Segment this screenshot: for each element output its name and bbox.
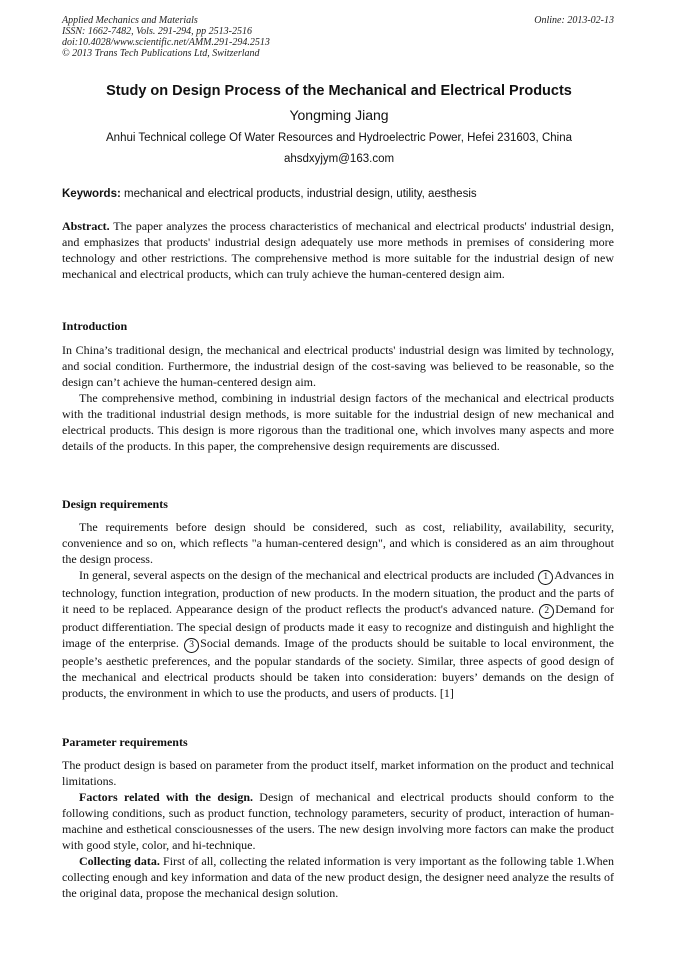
introduction-body xyxy=(62,342,614,454)
keywords-text: mechanical and electrical products, industrial design, utility, aesthesis xyxy=(124,188,477,200)
parameter-requirements-body xyxy=(62,757,614,901)
online-date: Online: 2013-02-13 xyxy=(534,15,614,26)
issn-line: ISSN: 1662-7482, Vols. 291-294, pp 2513-2516 xyxy=(62,26,252,37)
abstract xyxy=(62,218,614,282)
parameter-requirements-paragraph-3 xyxy=(62,853,614,901)
design-requirements-paragraph-2 xyxy=(62,567,614,701)
circled-number-2: 2 xyxy=(539,604,554,619)
journal-name: Applied Mechanics and Materials xyxy=(62,15,198,26)
circled-number-1: 1 xyxy=(538,570,553,585)
parameter-requirements-paragraph-2 xyxy=(62,789,614,853)
paragraph-segment: Demand for product differentiation. The special design of products made it easy to recognize and distinguish and highlight the image of the enterprise. xyxy=(62,602,614,650)
introduction-heading: Introduction xyxy=(62,319,128,333)
paper-title: Study on Design Process of the Mechanical and Electrical Products xyxy=(106,83,572,99)
parameter-requirements-heading: Parameter requirements xyxy=(62,735,188,749)
parameter-requirements-paragraph-1: The product design is based on parameter from the product itself, market information on the product and technical limitations. xyxy=(62,758,614,788)
introduction-paragraph-2: The comprehensive method, combining in industrial design factors of the mechanical and electrical products with the traditional industrial design methods, is more suitable for the industrial design of new mechanical and electrical products. This design is more rigorous than the traditional one, which involves many aspects and more details of the products. In this paper, the comprehensive design requirements are discussed. xyxy=(62,391,614,453)
abstract-text: The paper analyzes the process characteristics of mechanical and electrical products' industrial design, and emphasizes that products' industrial design adequately use more methods in premises of considering more technology and other restrictions. The comprehensive method is more suitable for the industrial design of new mechanical and electrical products, which can truly achieve the human-centered design aim. xyxy=(62,219,614,281)
paragraph-segment: Social demands. Image of the products should be suitable to local environment, the people’s aesthetic preferences, and the popular standards of the society. Similar, three aspects of good design of the mechanical and electrical products should be taken into consideration: buyers’ demands on the design of products, the environment in which to use the products, and users of products. [1] xyxy=(62,636,614,700)
paragraph-segment: Advances in technology, function integration, production of new products. In the modern situation, the product and the parts of it need to be replaced. Appearance design of the product reflects the product's advanced nature. xyxy=(62,568,614,616)
design-requirements-body xyxy=(62,519,614,701)
design-requirements-heading: Design requirements xyxy=(62,497,168,511)
collecting-data-text: First of all, collecting the related information is very important as the following table 1.When collecting enough and key information and data of the new product design, the designer need analyze the results of the original data, propose the mechanical design solution. xyxy=(62,854,614,900)
keywords-label: Keywords: xyxy=(62,188,121,200)
design-requirements-paragraph-1: The requirements before design should be considered, such as cost, reliability, availability, security, convenience and so on, which reflects "a human-centered design", and which is considered as an aim throughout the design process. xyxy=(62,520,614,566)
factors-label: Factors related with the design. xyxy=(79,790,253,804)
introduction-paragraph-1: In China’s traditional design, the mechanical and electrical products' industrial design was limited by technology, and social condition. Furthermore, the industrial design of the cost-saving was believed to be reasonable, so the design can’t achieve the human-centered design aim. xyxy=(62,343,614,389)
copyright-line: © 2013 Trans Tech Publications Ltd, Switzerland xyxy=(62,48,260,59)
collecting-data-label: Collecting data. xyxy=(79,854,160,868)
doi-line: doi:10.4028/www.scientific.net/AMM.291-294.2513 xyxy=(62,37,270,48)
author-affiliation: Anhui Technical college Of Water Resources and Hydroelectric Power, Hefei 231603, China xyxy=(106,132,572,144)
abstract-label: Abstract. xyxy=(62,219,110,233)
circled-number-3: 3 xyxy=(184,638,199,653)
keywords xyxy=(62,187,614,202)
factors-text: Design of mechanical and electrical products should conform to the following conditions, such as product function, technology parameters, security of product, interaction of human-machine and esthetical consciousnesses of the users. The new design involving more factors can make the product with good style, color, and hi-technique. xyxy=(62,790,614,852)
author-name: Yongming Jiang xyxy=(289,107,389,123)
journal-header xyxy=(62,15,614,59)
author-email[interactable]: ahsdxyjym@163.com xyxy=(283,153,395,165)
paragraph-segment: In general, several aspects on the design of the mechanical and electrical products are included xyxy=(79,568,538,582)
